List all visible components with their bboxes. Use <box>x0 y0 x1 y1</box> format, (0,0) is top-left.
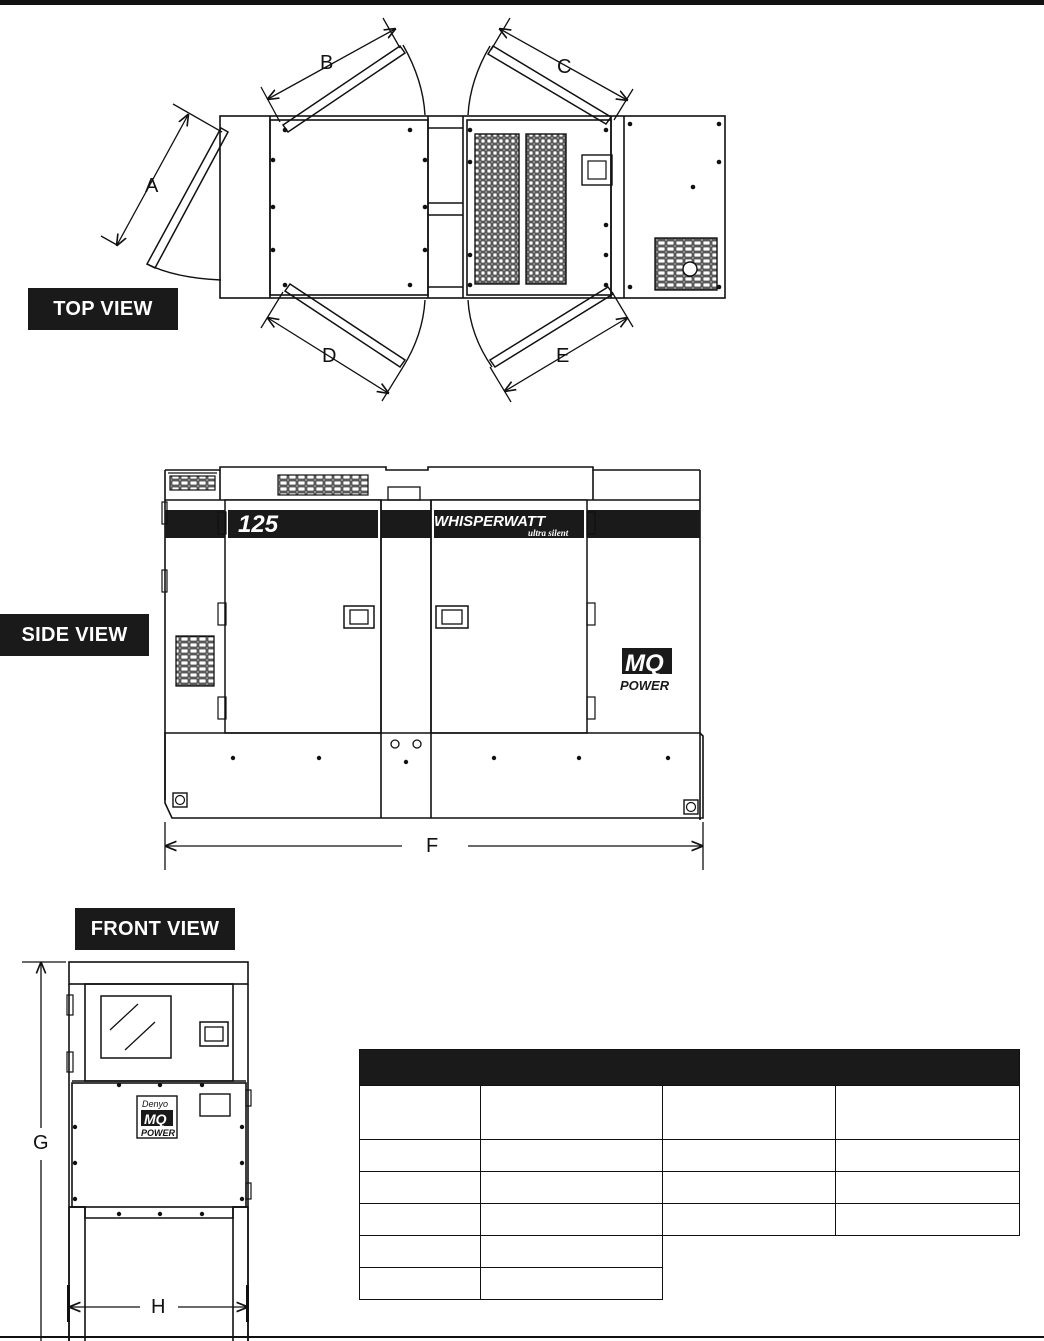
dimension-table <box>359 1049 1020 1300</box>
top-view-label: TOP VIEW <box>28 288 178 330</box>
tagline-text: ultra silent <box>528 528 569 538</box>
svg-text:MQ: MQ <box>625 650 664 677</box>
side-view-label: SIDE VIEW <box>0 614 149 656</box>
table-cell <box>480 1172 662 1204</box>
front-view-dimension-lines <box>22 962 248 1341</box>
mq-power-logo-icon <box>620 648 672 693</box>
table-cell <box>836 1172 1020 1204</box>
table-cell <box>662 1172 836 1204</box>
table-cell <box>360 1204 481 1236</box>
denyo-mq-badge-icon <box>137 1096 177 1138</box>
table-header-cell <box>662 1086 836 1140</box>
table-header-cell <box>836 1086 1020 1140</box>
dimension-label-h: H <box>151 1296 166 1318</box>
table-row <box>360 1140 1020 1172</box>
model-number-text: 125 <box>238 511 279 538</box>
front-view-drawing <box>67 962 251 1341</box>
svg-text:POWER: POWER <box>620 678 670 693</box>
table-cell <box>360 1236 481 1268</box>
table-row <box>360 1204 1020 1236</box>
table-row <box>360 1236 1020 1268</box>
table-title-bar <box>360 1050 1020 1086</box>
dimension-label-b: B <box>320 52 334 74</box>
top-enclosure-outline <box>220 116 725 298</box>
table-cell <box>480 1236 662 1268</box>
product-name-text: WHISPERWATT <box>434 513 546 530</box>
svg-text:Denyo: Denyo <box>142 1099 169 1109</box>
table-cell <box>836 1204 1020 1236</box>
table-header-cell <box>360 1086 481 1140</box>
table-row <box>360 1172 1020 1204</box>
top-view-drawing <box>147 45 725 367</box>
dimension-label-e: E <box>556 345 570 367</box>
table-blank-area <box>662 1268 1019 1300</box>
table-cell <box>360 1140 481 1172</box>
table-cell <box>662 1204 836 1236</box>
front-view-label: FRONT VIEW <box>75 908 235 950</box>
dimension-label-c: C <box>557 56 572 78</box>
table-cell <box>360 1172 481 1204</box>
table-cell <box>662 1140 836 1172</box>
table-cell <box>480 1268 662 1300</box>
bottom-rule <box>0 1336 1044 1338</box>
table-cell <box>836 1140 1020 1172</box>
dimension-label-a: A <box>145 175 159 197</box>
dimension-label-f: F <box>426 835 439 857</box>
table-cell <box>480 1204 662 1236</box>
svg-text:MQ: MQ <box>144 1111 167 1127</box>
table-row <box>360 1268 1020 1300</box>
table-header-cell <box>480 1086 662 1140</box>
table-cell <box>360 1268 481 1300</box>
dimension-label-d: D <box>322 345 337 367</box>
table-blank-area <box>662 1236 1019 1268</box>
svg-text:POWER: POWER <box>141 1128 176 1138</box>
table-cell <box>480 1140 662 1172</box>
dimension-label-g: G <box>33 1132 49 1154</box>
